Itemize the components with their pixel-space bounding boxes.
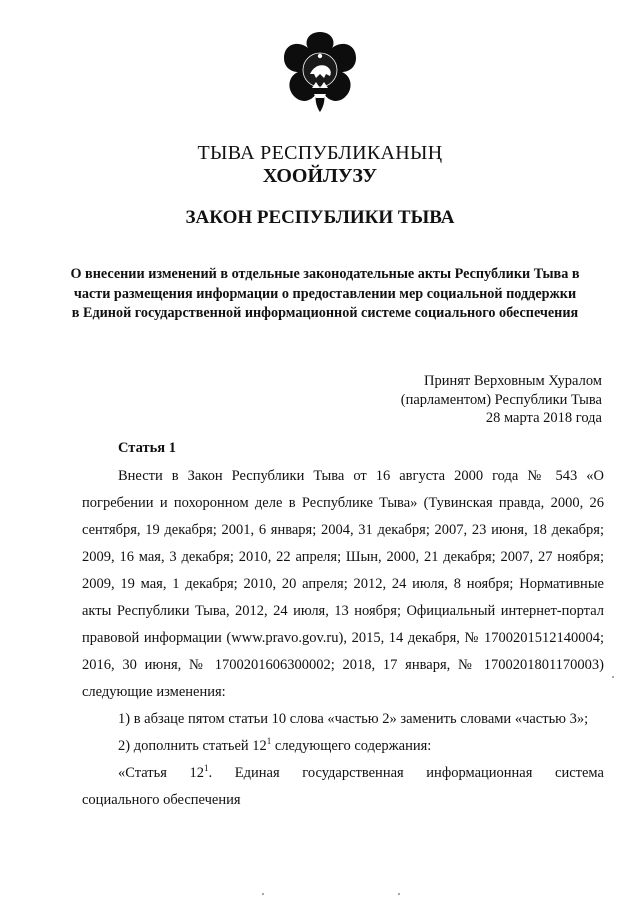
quote-word-3: Единая [234,765,280,781]
article-heading: Статья 1 [118,440,176,456]
article-item-2 [82,733,604,760]
adoption-block [342,372,602,428]
scan-speck [262,893,264,895]
quote-word-1: «Статья [118,765,167,781]
quote-heading-line [82,760,604,787]
quote-superscript: 1 [204,763,209,773]
item2-text-after: следующего содержания: [271,738,432,754]
article-body [82,463,604,814]
quote-word-4: государственная [302,765,404,781]
quote-word-6: система [555,765,604,781]
item2-superscript: 1 [266,736,272,746]
scan-speck [398,893,400,895]
law-title: ЗАКОН РЕСПУБЛИКИ ТЫВА [185,207,455,228]
quote-heading-line-2: социального обеспечения [82,792,241,808]
article-paragraph-1: Внести в Закон Республики Тыва от 16 августа 2000 года № 543 «О погребении и похоронном деле в Республике Тыва» (Тувинская правда, 2000, 26 сентября, 19 декабря; 2001, 6 января; 2004, 31 декабря; 2007, 23 июня, 18 декабря; 2009, 16 мая, 3 декабря; 2010, 22 апреля; Шын, 2000, 21 декабря; 2007, 27 ноября; 2009, 19 мая, 1 декабря; 2010, 20 апреля; 2012, 24 июля, 8 ноября; Нормативные акты Республики Тыва, 2012, 24 июля, 13 ноября; Официальный интернет-портал правовой информации (www.pravo.gov.ru), 2015, 14 декабря, № 1700201512140004; 2016, 30 июня, № 1700201606300002; 2018, 17 января, № 1700201801170003) следующие изменения: [82,468,604,700]
tuva-coat-of-arms-emblem [270,28,370,118]
law-subject-title: О внесении изменений в отдельные законодательные акты Республики Тыва в части размещения информации о предоставлении мер социальной поддержки в Единой государственной информационной системе социального обеспечения [70,266,580,321]
quote-word-2-group [190,760,213,787]
quote-word-5: информационная [426,765,533,781]
adoption-line-2: (парламентом) Республики Тыва [400,391,602,408]
item2-text-before: 2) дополнить статьей 12 [118,738,267,754]
quote-word-2-period: . [208,765,213,781]
adoption-date: 28 марта 2018 года [485,410,602,426]
article-item-1: 1) в абзаце пятом статьи 10 слова «частью 2» заменить словами «частью 3»; [118,711,589,727]
scan-speck [612,676,614,678]
republic-name-tuvan-line1: ТЫВА РЕСПУБЛИКАНЫҢ [197,142,443,164]
quote-word-2: 12 [189,765,205,781]
adoption-line-1: Принят Верховным Хуралом [424,373,602,389]
republic-name-tuvan-line2: ХООЙЛУЗУ [262,165,378,187]
